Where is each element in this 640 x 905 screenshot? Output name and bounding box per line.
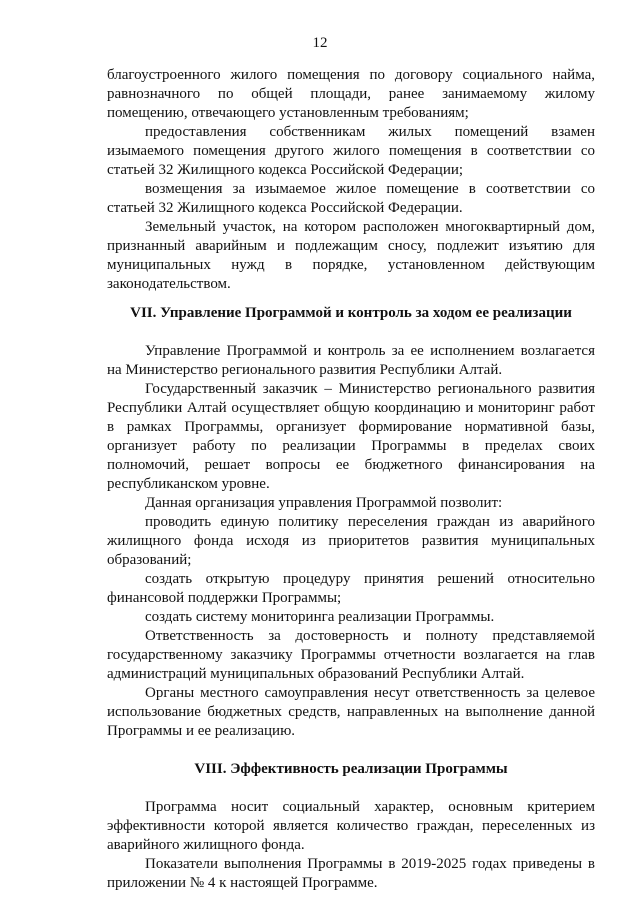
text-line: полномочий, решает вопросы ее бюджетного финансирования на — [107, 457, 595, 473]
text-line: законодательством. — [107, 276, 231, 292]
text-line: проводить единую политику переселения граждан из аварийного — [145, 514, 595, 530]
text-line: признанный аварийным и подлежащим сносу, подлежит изъятию для — [107, 238, 595, 254]
text-line: Данная организация управления Программой позволит: — [145, 495, 503, 511]
text-line: использование бюджетных средств, направленных на выполнение данной — [107, 704, 595, 720]
text-line: в рамках Программы, организует формирование нормативной базы, — [107, 419, 595, 435]
text-line: Органы местного самоуправления несут ответственность за целевое — [145, 685, 595, 701]
text-line: организует работу по реализации Программы в пределах своих — [107, 438, 595, 454]
text-line: финансовой поддержки Программы; — [107, 590, 342, 606]
text-line: возмещения за изымаемое жилое помещение в соответствии со — [145, 181, 595, 197]
text-line: на Министерство регионального развития Республики Алтай. — [107, 362, 503, 378]
text-line: жилищного фонда исходя из приоритетов развития муниципальных — [107, 533, 595, 549]
section-8-heading: VIII. Эффективность реализации Программы — [194, 761, 508, 777]
text-line: помещению, отвечающего установленным требованиям; — [107, 105, 469, 121]
text-line: государственному заказчику Программы отчетности возлагается на глав — [107, 647, 595, 663]
text-line: Ответственность за достоверность и полноту представляемой — [145, 628, 595, 644]
text-line: создать открытую процедуру принятия решений относительно — [145, 571, 595, 587]
text-line: Земельный участок, на котором расположен многоквартирный дом, — [145, 219, 595, 235]
text-line: создать систему мониторинга реализации Программы. — [145, 609, 495, 625]
text-line: образований; — [107, 552, 192, 568]
page-number: 12 — [312, 35, 328, 51]
section-7-body — [107, 342, 595, 741]
text-line: статьей 32 Жилищного кодекса Российской Федерации. — [107, 200, 463, 216]
text-line: Показатели выполнения Программы в 2019-2025 годах приведены в — [145, 856, 595, 872]
text-line: равнозначного по общей площади, ранее занимаемому жилому — [107, 86, 595, 102]
text-line: предоставления собственникам жилых помещений взамен — [145, 124, 595, 140]
text-line: статьей 32 Жилищного кодекса Российской Федерации; — [107, 162, 464, 178]
document-body — [107, 66, 595, 893]
text-line: Государственный заказчик – Министерство регионального развития — [145, 381, 595, 397]
text-line: Программы и ее реализацию. — [107, 723, 296, 739]
section-8-body — [107, 798, 595, 893]
text-line: эффективности которой является количество граждан, переселенных из — [107, 818, 595, 834]
paragraph-rehousing-options — [107, 66, 595, 294]
text-line: администраций муниципальных образований Республики Алтай. — [107, 666, 525, 682]
section-7-heading: VII. Управление Программой и контроль за ходом ее реализации — [130, 305, 572, 321]
text-line: муниципальных нужд в порядке, установленном действующим — [107, 257, 595, 273]
text-line: благоустроенного жилого помещения по договору социального найма, — [107, 67, 595, 83]
text-line: аварийного жилищного фонда. — [107, 837, 305, 853]
text-line: Республики Алтай осуществляет общую координацию и мониторинг работ — [107, 400, 595, 416]
text-line: изымаемого помещения другого жилого помещения в соответствии со — [107, 143, 595, 159]
text-line: республиканском уровне. — [107, 476, 270, 492]
text-line: приложении № 4 к настоящей Программе. — [107, 875, 378, 891]
text-line: Управление Программой и контроль за ее исполнением возлагается — [145, 343, 595, 359]
text-line: Программа носит социальный характер, основным критерием — [145, 799, 595, 815]
